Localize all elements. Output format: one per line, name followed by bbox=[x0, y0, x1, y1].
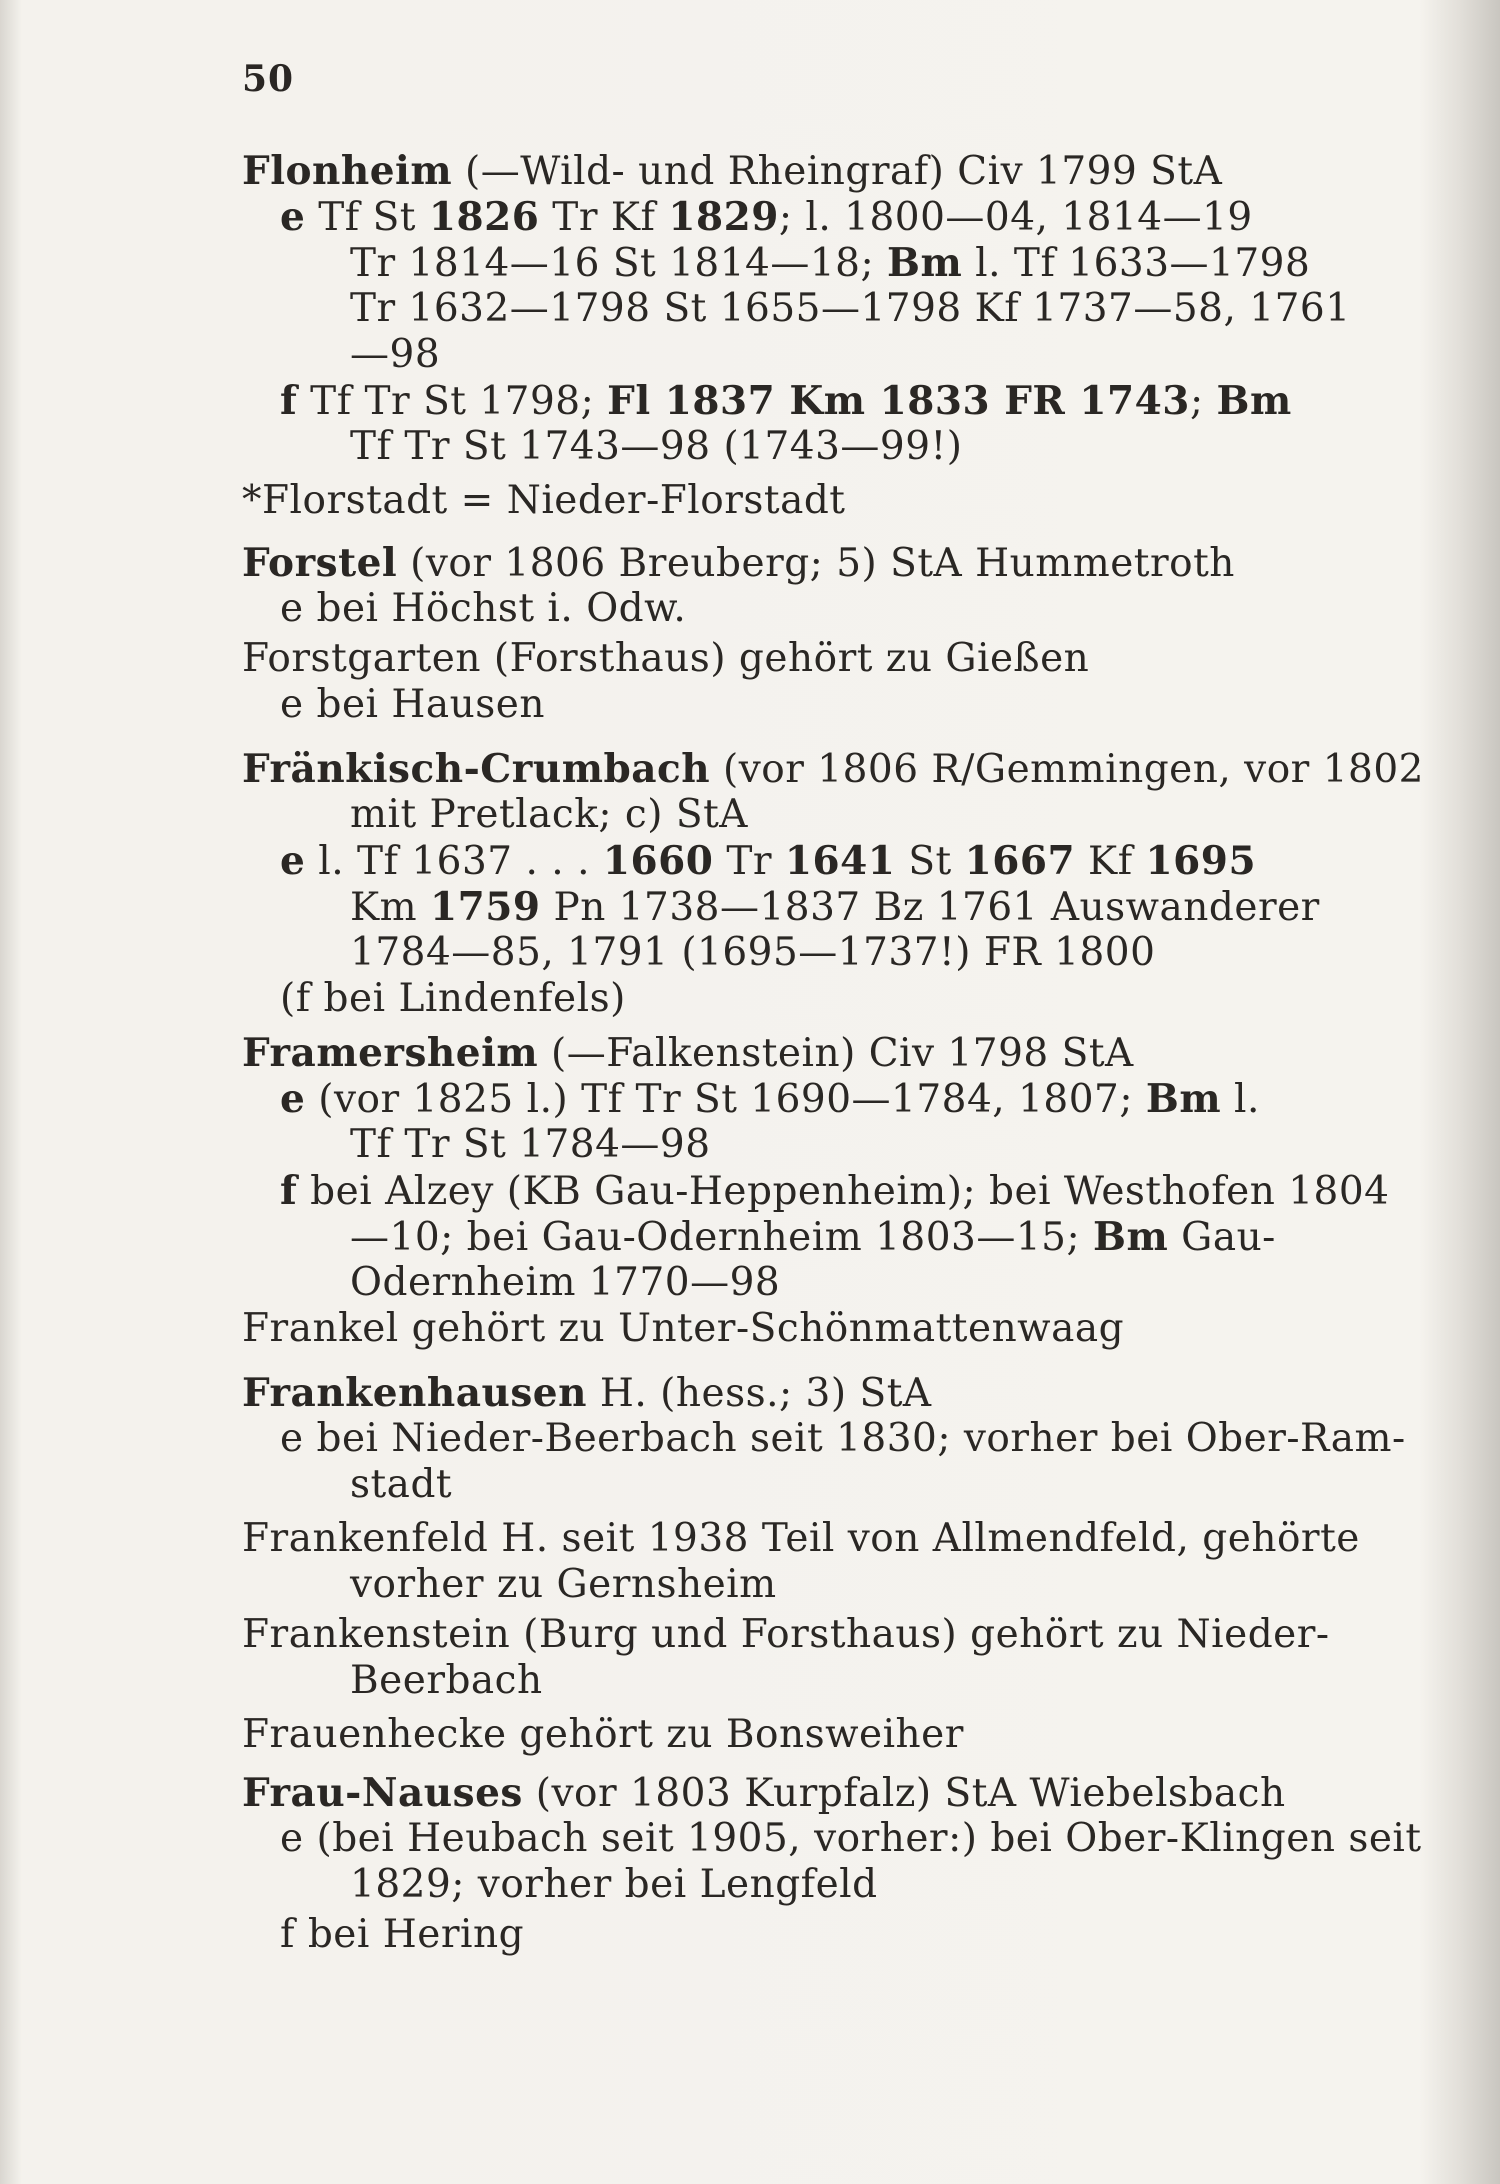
text-span: (vor 1825 l.) Tf Tr St 1690—1784, 1807; bbox=[305, 1077, 1146, 1122]
text-line bbox=[280, 1168, 1390, 1215]
bold-term: f bbox=[280, 378, 298, 424]
text-span: Frankenstein (Burg und Forsthaus) gehört zu Nieder- bbox=[242, 1612, 1330, 1657]
text-line bbox=[242, 636, 1089, 682]
bold-term: Frau-Nauses bbox=[242, 1770, 523, 1816]
text-span: l. Tf 1633—1798 bbox=[962, 241, 1311, 286]
text-span: Odernheim 1770—98 bbox=[350, 1260, 781, 1305]
text-span: e bei Nieder-Beerbach seit 1830; vorher bei Ober-Ram- bbox=[280, 1416, 1406, 1461]
bold-term: f bbox=[280, 1168, 298, 1214]
text-line bbox=[350, 286, 1351, 332]
bold-term: 1641 bbox=[784, 838, 896, 884]
text-line bbox=[242, 1516, 1360, 1562]
text-span: ; bbox=[1189, 379, 1217, 424]
text-line bbox=[280, 194, 1253, 241]
text-line bbox=[280, 378, 1292, 425]
bold-term: e bbox=[280, 838, 306, 884]
text-span: ; l. 1800—04, 1814—19 bbox=[778, 195, 1253, 240]
bold-term: e bbox=[280, 1076, 306, 1122]
text-span: Tf Tr St 1784—98 bbox=[350, 1122, 711, 1167]
text-span: (vor 1803 Kurpfalz) StA Wiebelsbach bbox=[522, 1771, 1286, 1816]
text-line bbox=[350, 1462, 452, 1508]
text-span: Pn 1738—1837 Bz 1761 Auswanderer bbox=[540, 885, 1320, 930]
text-line bbox=[350, 1214, 1276, 1261]
text-span: Tr 1632—1798 St 1655—1798 Kf 1737—58, 1761 bbox=[350, 286, 1351, 331]
bold-term: e bbox=[280, 194, 306, 240]
text-line bbox=[242, 1306, 1124, 1352]
text-span: (vor 1806 R/Gemmingen, vor 1802 bbox=[710, 747, 1424, 792]
text-line bbox=[350, 1862, 878, 1908]
text-line bbox=[280, 1912, 524, 1958]
bold-term: Bm bbox=[1093, 1214, 1169, 1260]
bold-term: Flonheim bbox=[242, 148, 453, 194]
text-line bbox=[242, 148, 1222, 195]
text-span: bei Alzey (KB Gau-Heppenheim); bei Westhofen 1804 bbox=[297, 1169, 1390, 1214]
bold-term: 1829 bbox=[668, 194, 779, 240]
text-line bbox=[280, 1416, 1406, 1462]
bold-term: Fränkisch-Crumbach bbox=[242, 746, 711, 792]
text-span: e bei Hausen bbox=[280, 682, 545, 727]
text-span: Gau- bbox=[1168, 1215, 1276, 1260]
text-span: vorher zu Gernsheim bbox=[350, 1562, 777, 1607]
text-span: *Florstadt = Nieder-Florstadt bbox=[242, 478, 846, 523]
text-line bbox=[280, 586, 686, 632]
text-span: Tf St bbox=[305, 195, 429, 240]
text-span: Km bbox=[350, 885, 431, 930]
text-span: Tr 1814—16 St 1814—18; bbox=[350, 241, 888, 286]
bold-term: 1660 bbox=[602, 838, 714, 884]
text-span: e bei Höchst i. Odw. bbox=[280, 586, 687, 631]
text-span: 1829; vorher bei Lengfeld bbox=[350, 1862, 878, 1907]
text-span: Frauenhecke gehört zu Bonsweiher bbox=[242, 1712, 964, 1757]
text-span: St bbox=[895, 839, 965, 884]
text-line bbox=[242, 1370, 932, 1417]
text-span: —10; bei Gau-Odernheim 1803—15; bbox=[350, 1215, 1094, 1260]
text-line bbox=[242, 746, 1424, 793]
bold-term: 1695 bbox=[1145, 838, 1257, 884]
text-span: —98 bbox=[350, 332, 441, 377]
text-line bbox=[242, 1770, 1286, 1817]
text-span: Beerbach bbox=[350, 1658, 543, 1703]
text-span: mit Pretlack; c) StA bbox=[350, 792, 748, 837]
text-span: (—Wild- und Rheingraf) Civ 1799 StA bbox=[452, 149, 1223, 194]
text-span: 1784—85, 1791 (1695—1737!) FR 1800 bbox=[350, 930, 1156, 975]
text-line bbox=[280, 682, 545, 728]
text-span: l. Tf 1637 . . . bbox=[305, 839, 603, 884]
text-line bbox=[242, 478, 845, 524]
text-line bbox=[350, 332, 440, 378]
text-span: e (bei Heubach seit 1905, vorher:) bei Ober-Klingen seit bbox=[280, 1816, 1422, 1861]
text-span: H. (hess.; 3) StA bbox=[586, 1371, 932, 1416]
text-span: Forstgarten (Forsthaus) gehört zu Gießen bbox=[242, 636, 1090, 681]
text-span: l. bbox=[1221, 1077, 1260, 1122]
text-line bbox=[350, 1658, 543, 1704]
text-line bbox=[242, 1612, 1330, 1658]
text-line bbox=[242, 540, 1235, 587]
bold-term: 1759 bbox=[430, 884, 541, 930]
text-line bbox=[350, 424, 962, 470]
text-line bbox=[350, 1260, 780, 1306]
text-span: (—Falkenstein) Civ 1798 StA bbox=[538, 1031, 1134, 1076]
text-line bbox=[280, 1816, 1422, 1862]
bold-term: Bm bbox=[1145, 1076, 1222, 1122]
text-span: Frankenfeld H. seit 1938 Teil von Allmendfeld, gehörte bbox=[242, 1516, 1360, 1561]
bold-term: 1667 bbox=[964, 838, 1076, 884]
text-line bbox=[350, 240, 1310, 287]
bold-term: 1826 bbox=[428, 194, 540, 240]
text-span: f bei Hering bbox=[280, 1912, 525, 1957]
bold-term: Framersheim bbox=[242, 1030, 539, 1076]
bold-term: Bm bbox=[1216, 378, 1292, 424]
page-number: 50 bbox=[242, 58, 295, 100]
bold-term: Frankenhausen bbox=[242, 1370, 587, 1416]
text-line bbox=[242, 1030, 1134, 1077]
text-line bbox=[242, 1712, 964, 1758]
text-line bbox=[280, 1076, 1260, 1123]
text-span: (f bei Lindenfels) bbox=[280, 976, 626, 1021]
bold-term: Forstel bbox=[242, 540, 398, 586]
text-span: Tf Tr St 1798; bbox=[297, 379, 608, 424]
text-span: stadt bbox=[350, 1462, 453, 1507]
text-span: Tr bbox=[713, 839, 785, 884]
text-span: Frankel gehört zu Unter-Schönmattenwaag bbox=[242, 1306, 1125, 1351]
text-span: Kf bbox=[1075, 839, 1146, 884]
text-span: Tf Tr St 1743—98 (1743—99!) bbox=[350, 424, 963, 469]
text-line bbox=[350, 792, 748, 838]
bold-term: Bm bbox=[887, 240, 963, 286]
text-line bbox=[350, 1122, 711, 1168]
text-span: Tr Kf bbox=[539, 195, 669, 240]
text-line bbox=[350, 884, 1320, 931]
text-line bbox=[280, 838, 1256, 885]
text-line bbox=[280, 976, 626, 1022]
text-span: (vor 1806 Breuberg; 5) StA Hummetroth bbox=[397, 541, 1235, 586]
text-line bbox=[350, 930, 1155, 976]
bold-term: Fl 1837 Km 1833 FR 1743 bbox=[607, 378, 1190, 424]
text-line bbox=[350, 1562, 777, 1608]
